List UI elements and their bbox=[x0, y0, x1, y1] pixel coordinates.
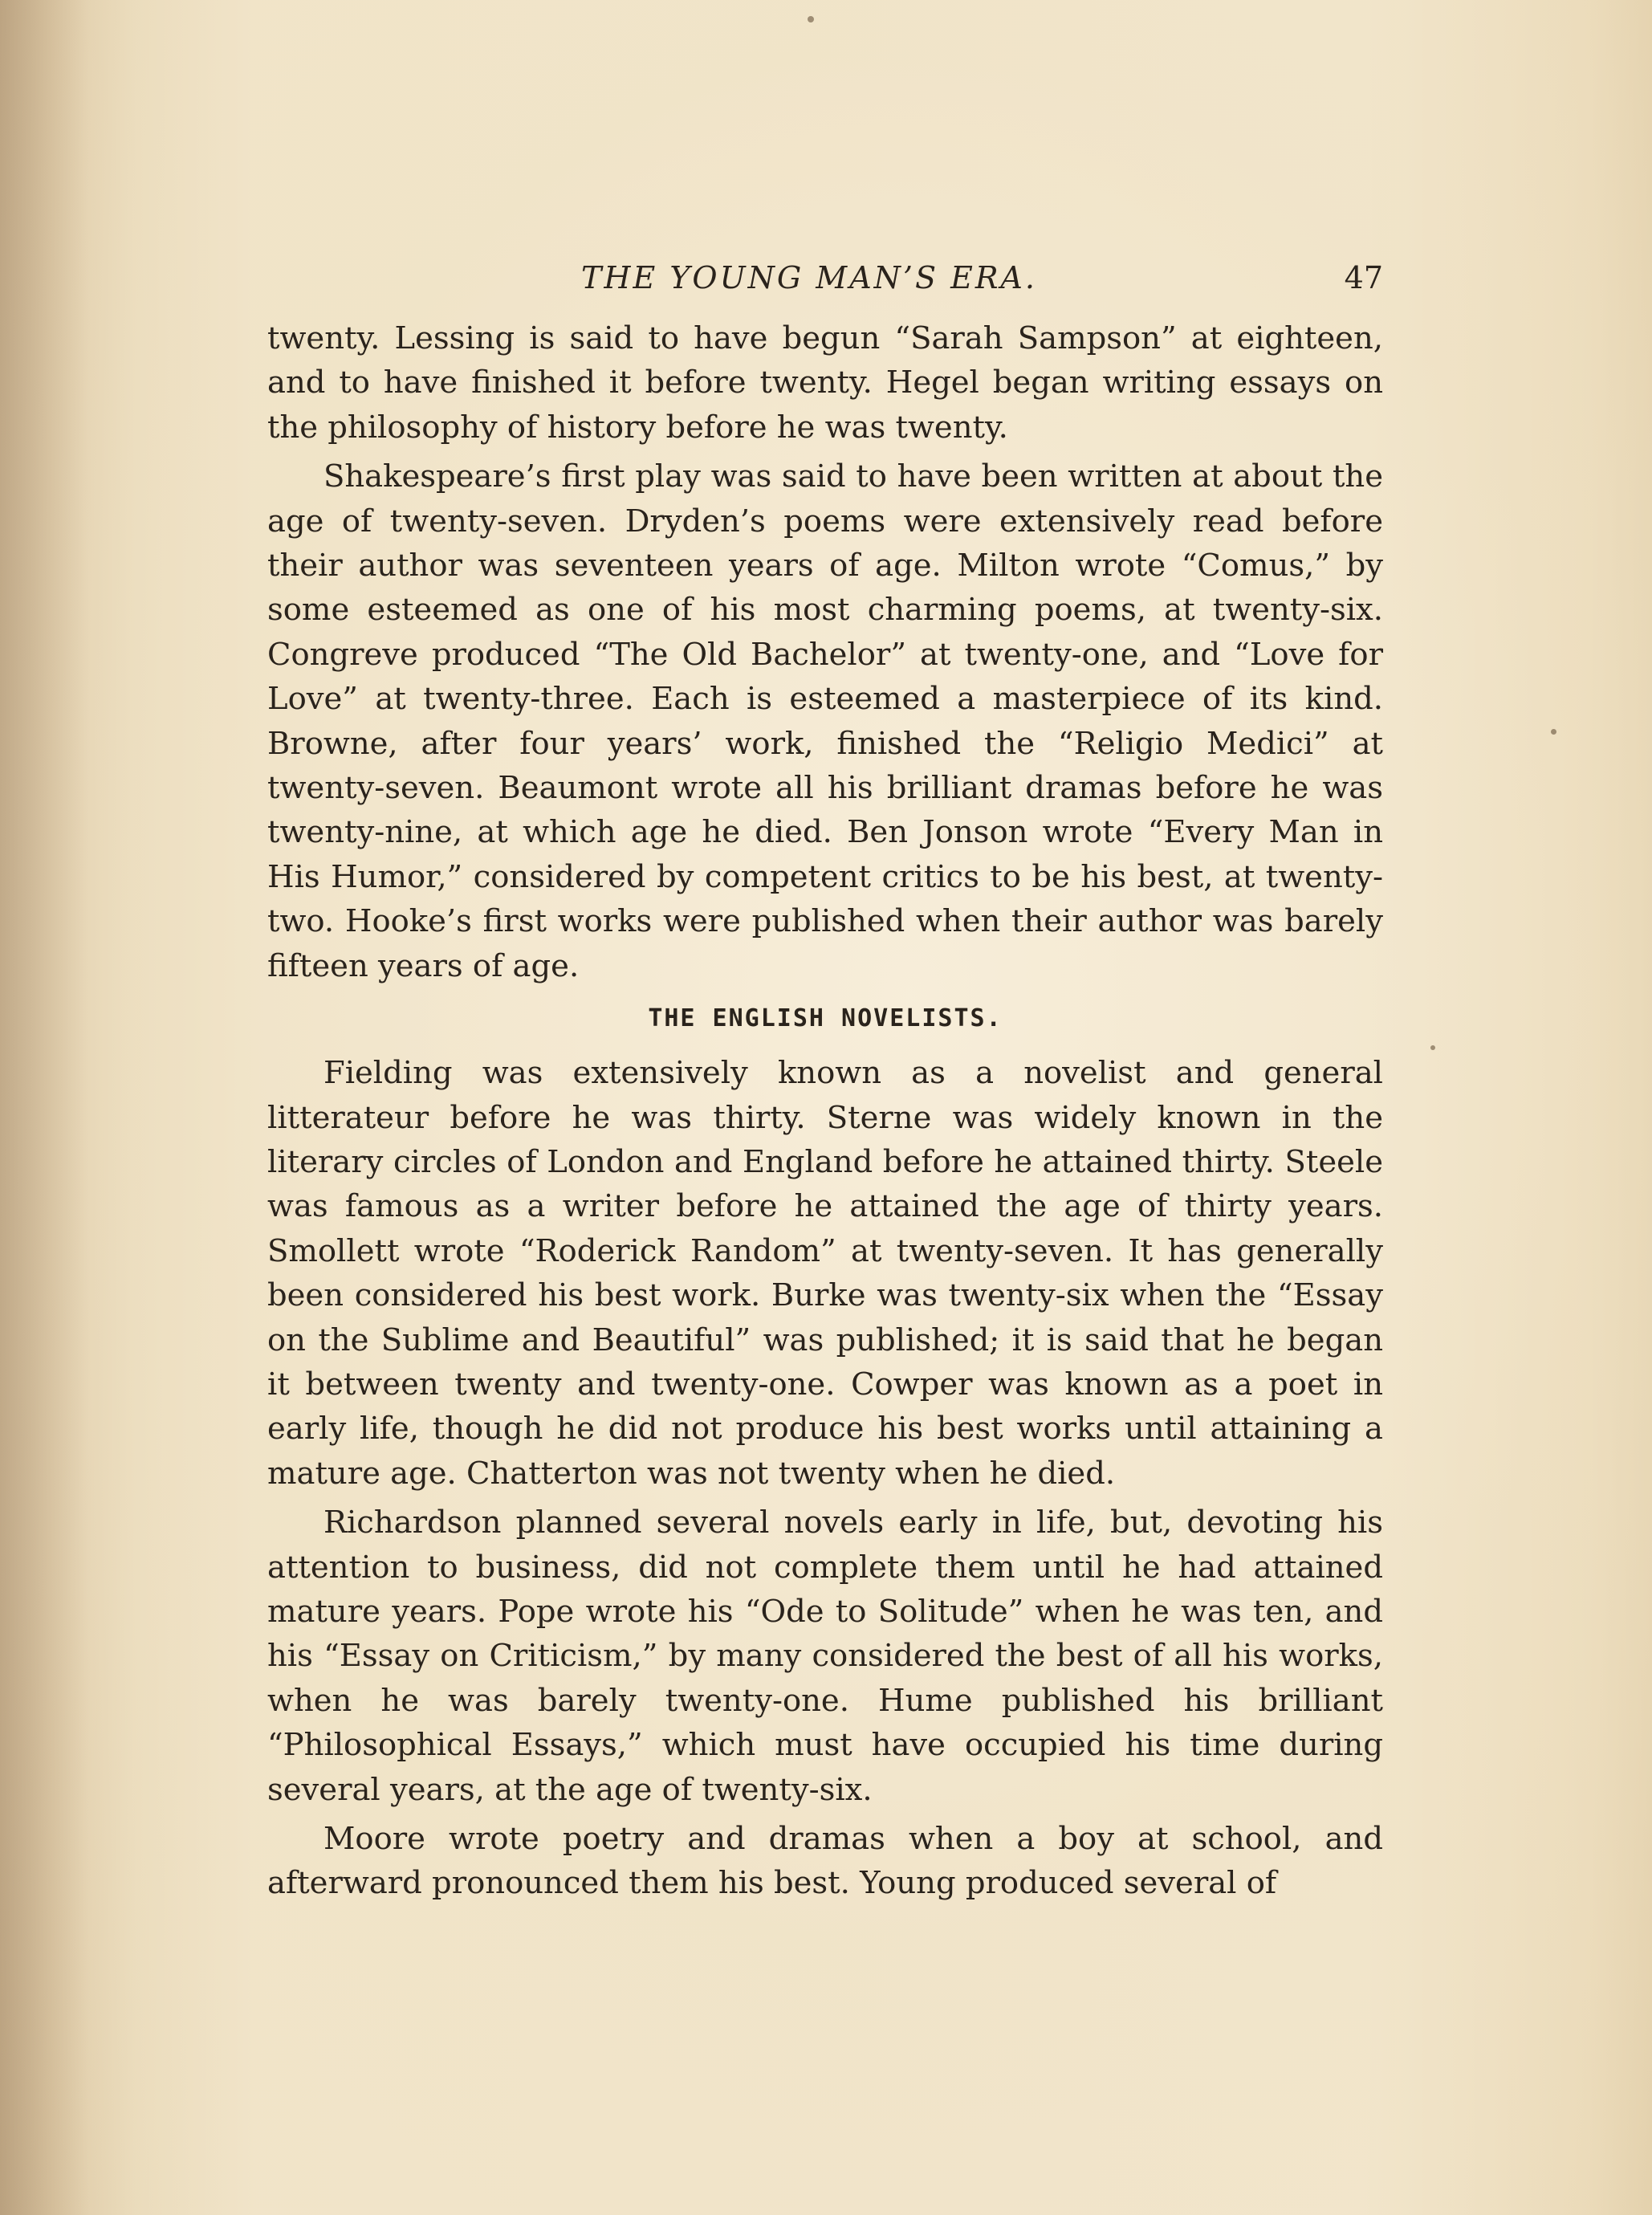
paper-speck bbox=[808, 16, 814, 22]
paragraph-continued: twenty. Lessing is said to have begun “Sarah Sampson” at eighteen, and to have finished it before twenty. Hegel began writing essays on the philosophy of history before he was twenty. bbox=[267, 320, 1383, 446]
section-heading: THE ENGLISH NOVELISTS. bbox=[648, 1004, 1003, 1033]
page-number: 47 bbox=[1344, 260, 1383, 295]
paragraph: Shakespeare’s first play was said to have been written at about the age of twenty-seven. Dryden’s poems were extensively read before their author was seventeen years of age. Milton wrote “Comus,” by some esteemed as one of his most charming poems, at twenty-six. Congreve produced “The Old Bachelor” at twenty-one, and “Love for Love” at twenty-three. Each is esteemed a masterpiece of its kind. Browne, after four years’ work, finished the “Religio Medici” at twenty-seven. Beaumont wrote all his brilliant dramas before he was twenty-nine, at which age he died. Ben Jonson wrote “Every Man in His Humor,” considered by competent critics to be his best, at twenty-two. Hooke’s first works were published when their author was barely fifteen years of age. bbox=[267, 458, 1383, 984]
paragraph: Richardson planned several novels early in life, but, devoting his attention to business, did not complete them until he had attained mature years. Pope wrote his “Ode to Solitude” when he was ten, and his “Essay on Criticism,” by many considered the best of all his works, when he was barely twenty-one. Hume published his brilliant “Philosophical Essays,” which must have occupied his time during several years, at the age of twenty-six. bbox=[267, 1504, 1383, 1808]
page-gutter-shadow bbox=[0, 0, 88, 2215]
paragraph: Fielding was extensively known as a novelist and general litterateur before he was thirty. Sterne was widely known in the literary circles of London and England before he attained thirty. Steele was famous as a writer before he attained the age of thirty years. Smollett wrote “Roderick Random” at twenty-seven. It has generally been considered his best work. Burke was twenty-six when the “Essay on the Sublime and Beautiful” was published; it is said that he began it between twenty and twenty-one. Cowper was known as a poet in early life, though he did not produce his best works until attaining a mature age. Chatterton was not twenty when he died. bbox=[267, 1055, 1383, 1492]
paragraph: Moore wrote poetry and dramas when a boy at school, and afterward pronounced them his best. Young produced several of bbox=[267, 1821, 1383, 1902]
paper-speck bbox=[1430, 1045, 1435, 1050]
running-head bbox=[267, 255, 1383, 305]
page-content bbox=[267, 255, 1383, 1906]
paper-speck bbox=[1551, 729, 1556, 735]
running-title: THE YOUNG MAN’S ERA. bbox=[581, 260, 1037, 295]
